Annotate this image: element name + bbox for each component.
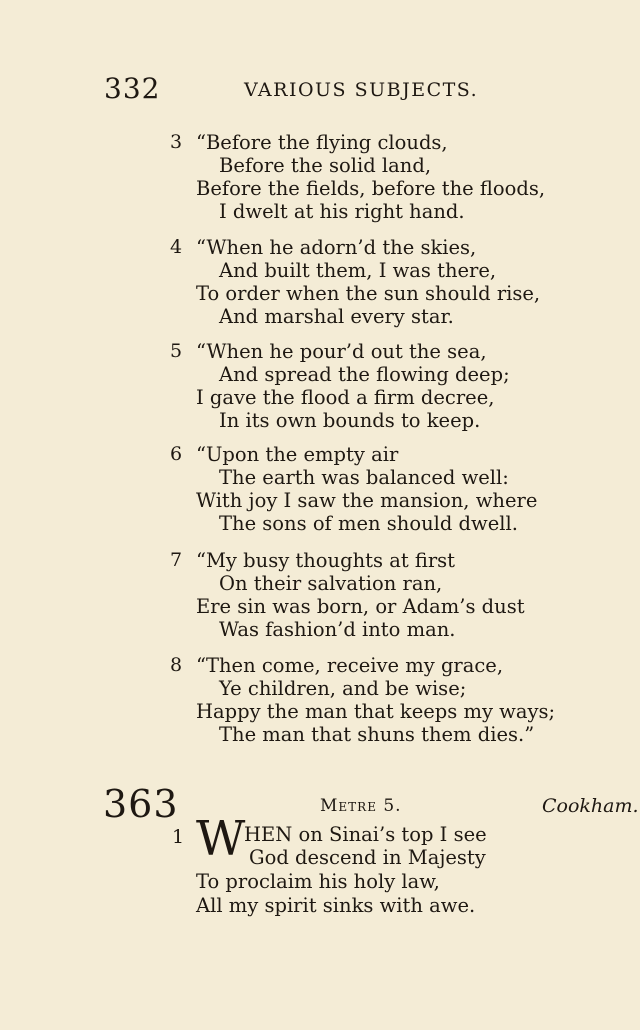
verse-line: God descend in Majesty: [249, 846, 486, 869]
verse-line: In its own bounds to keep.: [219, 409, 481, 432]
verse-line: “When he pour’d out the sea,: [196, 340, 487, 363]
verse-line: Was fashion’d into man.: [219, 618, 456, 641]
verse-line: To order when the sun should rise,: [196, 282, 541, 305]
verse-line: Ye children, and be wise;: [219, 677, 467, 700]
verse-line: Before the solid land,: [219, 154, 432, 177]
verse-line: And marshal every star.: [219, 305, 454, 328]
verse-line: “Upon the empty air: [196, 443, 399, 466]
hymn-number: 363: [103, 782, 179, 826]
verse-line: And built them, I was there,: [219, 259, 497, 282]
stanza-number: 5: [170, 340, 183, 362]
verse-line: The earth was balanced well:: [219, 466, 509, 489]
verse-line: And spread the flowing deep;: [219, 363, 510, 386]
verse-line: Ere sin was born, or Adam’s dust: [196, 595, 525, 618]
verse-line: I dwelt at his right hand.: [219, 200, 465, 223]
verse-line: HEN on Sinai’s top I see: [244, 823, 487, 846]
verse-line: Happy the man that keeps my ways;: [196, 700, 556, 723]
verse-line: I gave the flood a firm decree,: [196, 386, 495, 409]
verse-line: “My busy thoughts at first: [196, 549, 456, 572]
stanza-number: 6: [170, 443, 183, 465]
page-number: 332: [104, 72, 161, 105]
hymn-tune-name: Cookham.: [542, 795, 639, 817]
verse-line: Before the fields, before the floods,: [196, 177, 546, 200]
verse-line: To proclaim his holy law,: [196, 870, 440, 893]
stanza-number: 3: [170, 131, 183, 153]
verse-line: “Then come, receive my grace,: [196, 654, 504, 677]
stanza-number: 1: [172, 826, 185, 848]
verse-line: The sons of men should dwell.: [219, 512, 518, 535]
verse-line: All my spirit sinks with awe.: [196, 894, 476, 917]
verse-line: On their salvation ran,: [219, 572, 443, 595]
hymn-metre: Metre 5.: [320, 796, 402, 816]
verse-line: The man that shuns them dies.”: [219, 723, 535, 746]
stanza-number: 8: [170, 654, 183, 676]
verse-line: “Before the flying clouds,: [196, 131, 448, 154]
drop-cap: W: [196, 811, 246, 867]
verse-line: “When he adorn’d the skies,: [196, 236, 477, 259]
stanza-number: 4: [170, 236, 183, 258]
verse-line: With joy I saw the mansion, where: [196, 489, 538, 512]
stanza-number: 7: [170, 549, 183, 571]
running-header: VARIOUS SUBJECTS.: [244, 79, 479, 101]
